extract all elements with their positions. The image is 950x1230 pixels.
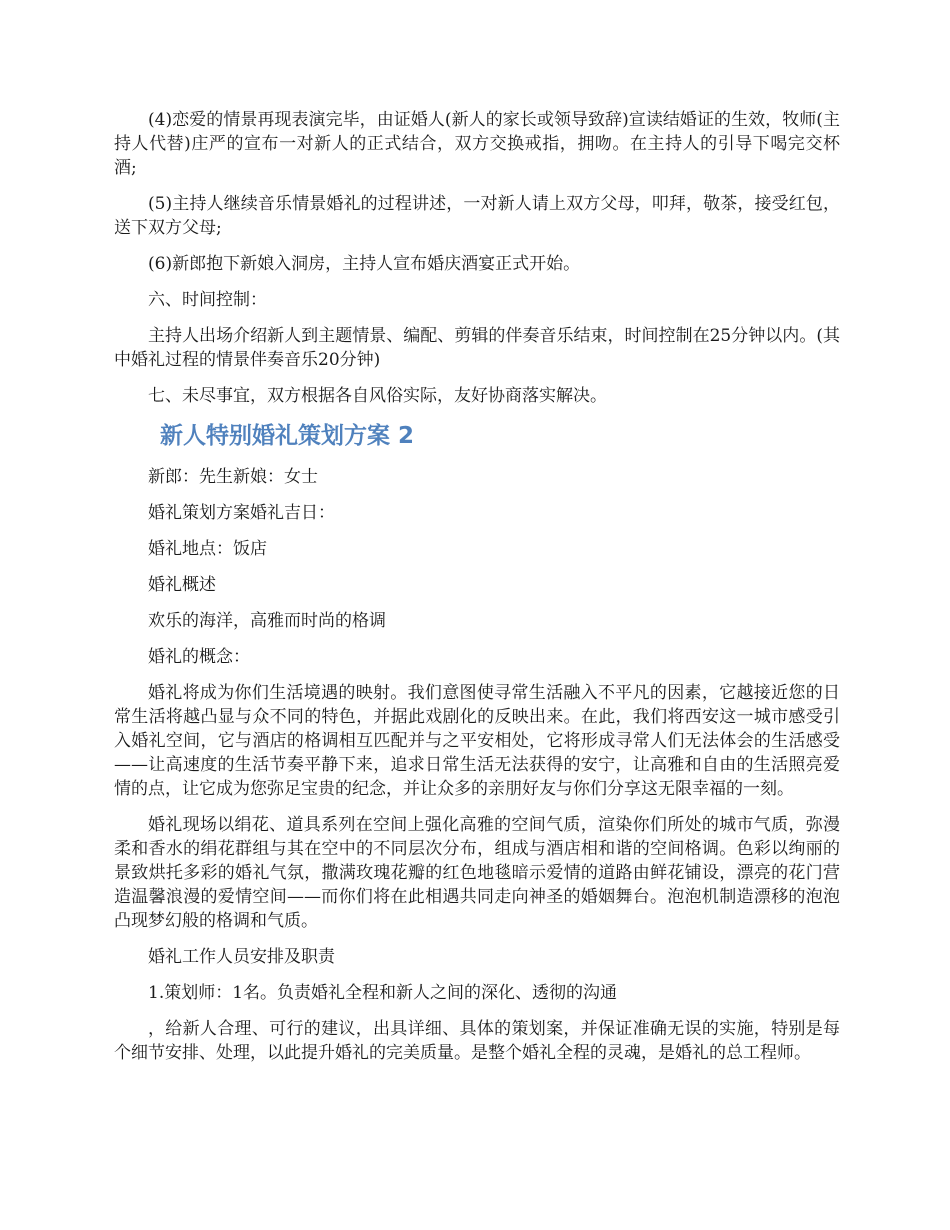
section-staff: 婚礼工作人员安排及职责 bbox=[148, 947, 335, 967]
section-time-control: 六、时间控制： bbox=[148, 290, 267, 310]
paragraph-concept: 婚礼将成为你们生活境遇的映射。我们意图使寻常生活融入不平凡的因素，它越接近您的日常生活将越凸显与众不同的特色，并据此戏剧化的反映出来。在此，我们将西安这一城市感受引入婚礼空间，它与酒店的格调相互匹配并与之平安相处，它将形成寻常人们无法体会的生活感受——让高速度的生活节奏平静下来，追求日常生活无法获得的安宁，让高雅和自由的生活照亮爱情的点，让它成为您弥足宝贵的纪念，并让众多的亲朋好友与你们分享这无限幸福的一刻。 bbox=[114, 683, 840, 799]
line-theme: 欢乐的海洋，高雅而时尚的格调 bbox=[148, 611, 386, 631]
document-page bbox=[114, 108, 840, 1077]
paragraph-planner: 1.策划师：1名。负责婚礼全程和新人之间的深化、透彻的沟通 bbox=[148, 983, 618, 1003]
paragraph-time-control: 主持人出场介绍新人到主题情景、编配、剪辑的伴奏音乐结束，时间控制在25分钟以内。(其中婚礼过程的情景伴奏音乐20分钟) bbox=[114, 326, 840, 370]
line-wedding-date: 婚礼策划方案婚礼吉日： bbox=[148, 503, 335, 523]
paragraph-banquet-start: (6)新郎抱下新娘入洞房，主持人宣布婚庆酒宴正式开始。 bbox=[148, 254, 581, 274]
paragraph-decoration: 婚礼现场以绢花、道具系列在空间上强化高雅的空间气质，渲染你们所处的城市气质，弥漫柔和香水的绢花群组与其在空中的不同层次分布，组成与酒店相和谐的空间格调。色彩以绚丽的景致烘托多彩的婚礼气氛，撒满玫瑰花瓣的红色地毯暗示爱情的道路由鲜花铺设，漂亮的花门营造温馨浪漫的爱情空间——而你们将在此相遇共同走向神圣的婚姻舞台。泡泡机制造漂移的泡泡凸现梦幻般的格调和气质。 bbox=[114, 815, 840, 931]
paragraph-parents: (5)主持人继续音乐情景婚礼的过程讲述，一对新人请上双方父母，叩拜，敬茶，接受红包，送下双方父母; bbox=[114, 194, 840, 238]
paragraph-vows: (4)恋爱的情景再现表演完毕，由证婚人(新人的家长或领导致辞)宣读结婚证的生效，牧师(主持人代替)庄严的宣布一对新人的正式结合，双方交换戒指，拥吻。在主持人的引导下喝完交杯酒; bbox=[114, 110, 840, 178]
heading-number: 2 bbox=[398, 423, 415, 449]
line-couple: 新郎：先生新娘：女士 bbox=[148, 467, 318, 487]
paragraph-planner-duties: ，给新人合理、可行的建议，出具详细、具体的策划案，并保证准确无误的实施，特别是每个细节安排、处理，以此提升婚礼的完美质量。是整个婚礼全程的灵魂，是婚礼的总工程师。 bbox=[114, 1019, 840, 1063]
section-other-matters: 七、未尽事宜，双方根据各自风俗实际，友好协商落实解决。 bbox=[148, 386, 607, 406]
heading-title: 新人特别婚礼策划方案 bbox=[160, 423, 390, 449]
line-overview: 婚礼概述 bbox=[148, 575, 216, 595]
line-venue: 婚礼地点：饭店 bbox=[148, 539, 267, 559]
line-concept: 婚礼的概念： bbox=[148, 647, 250, 667]
section-heading bbox=[114, 420, 840, 452]
